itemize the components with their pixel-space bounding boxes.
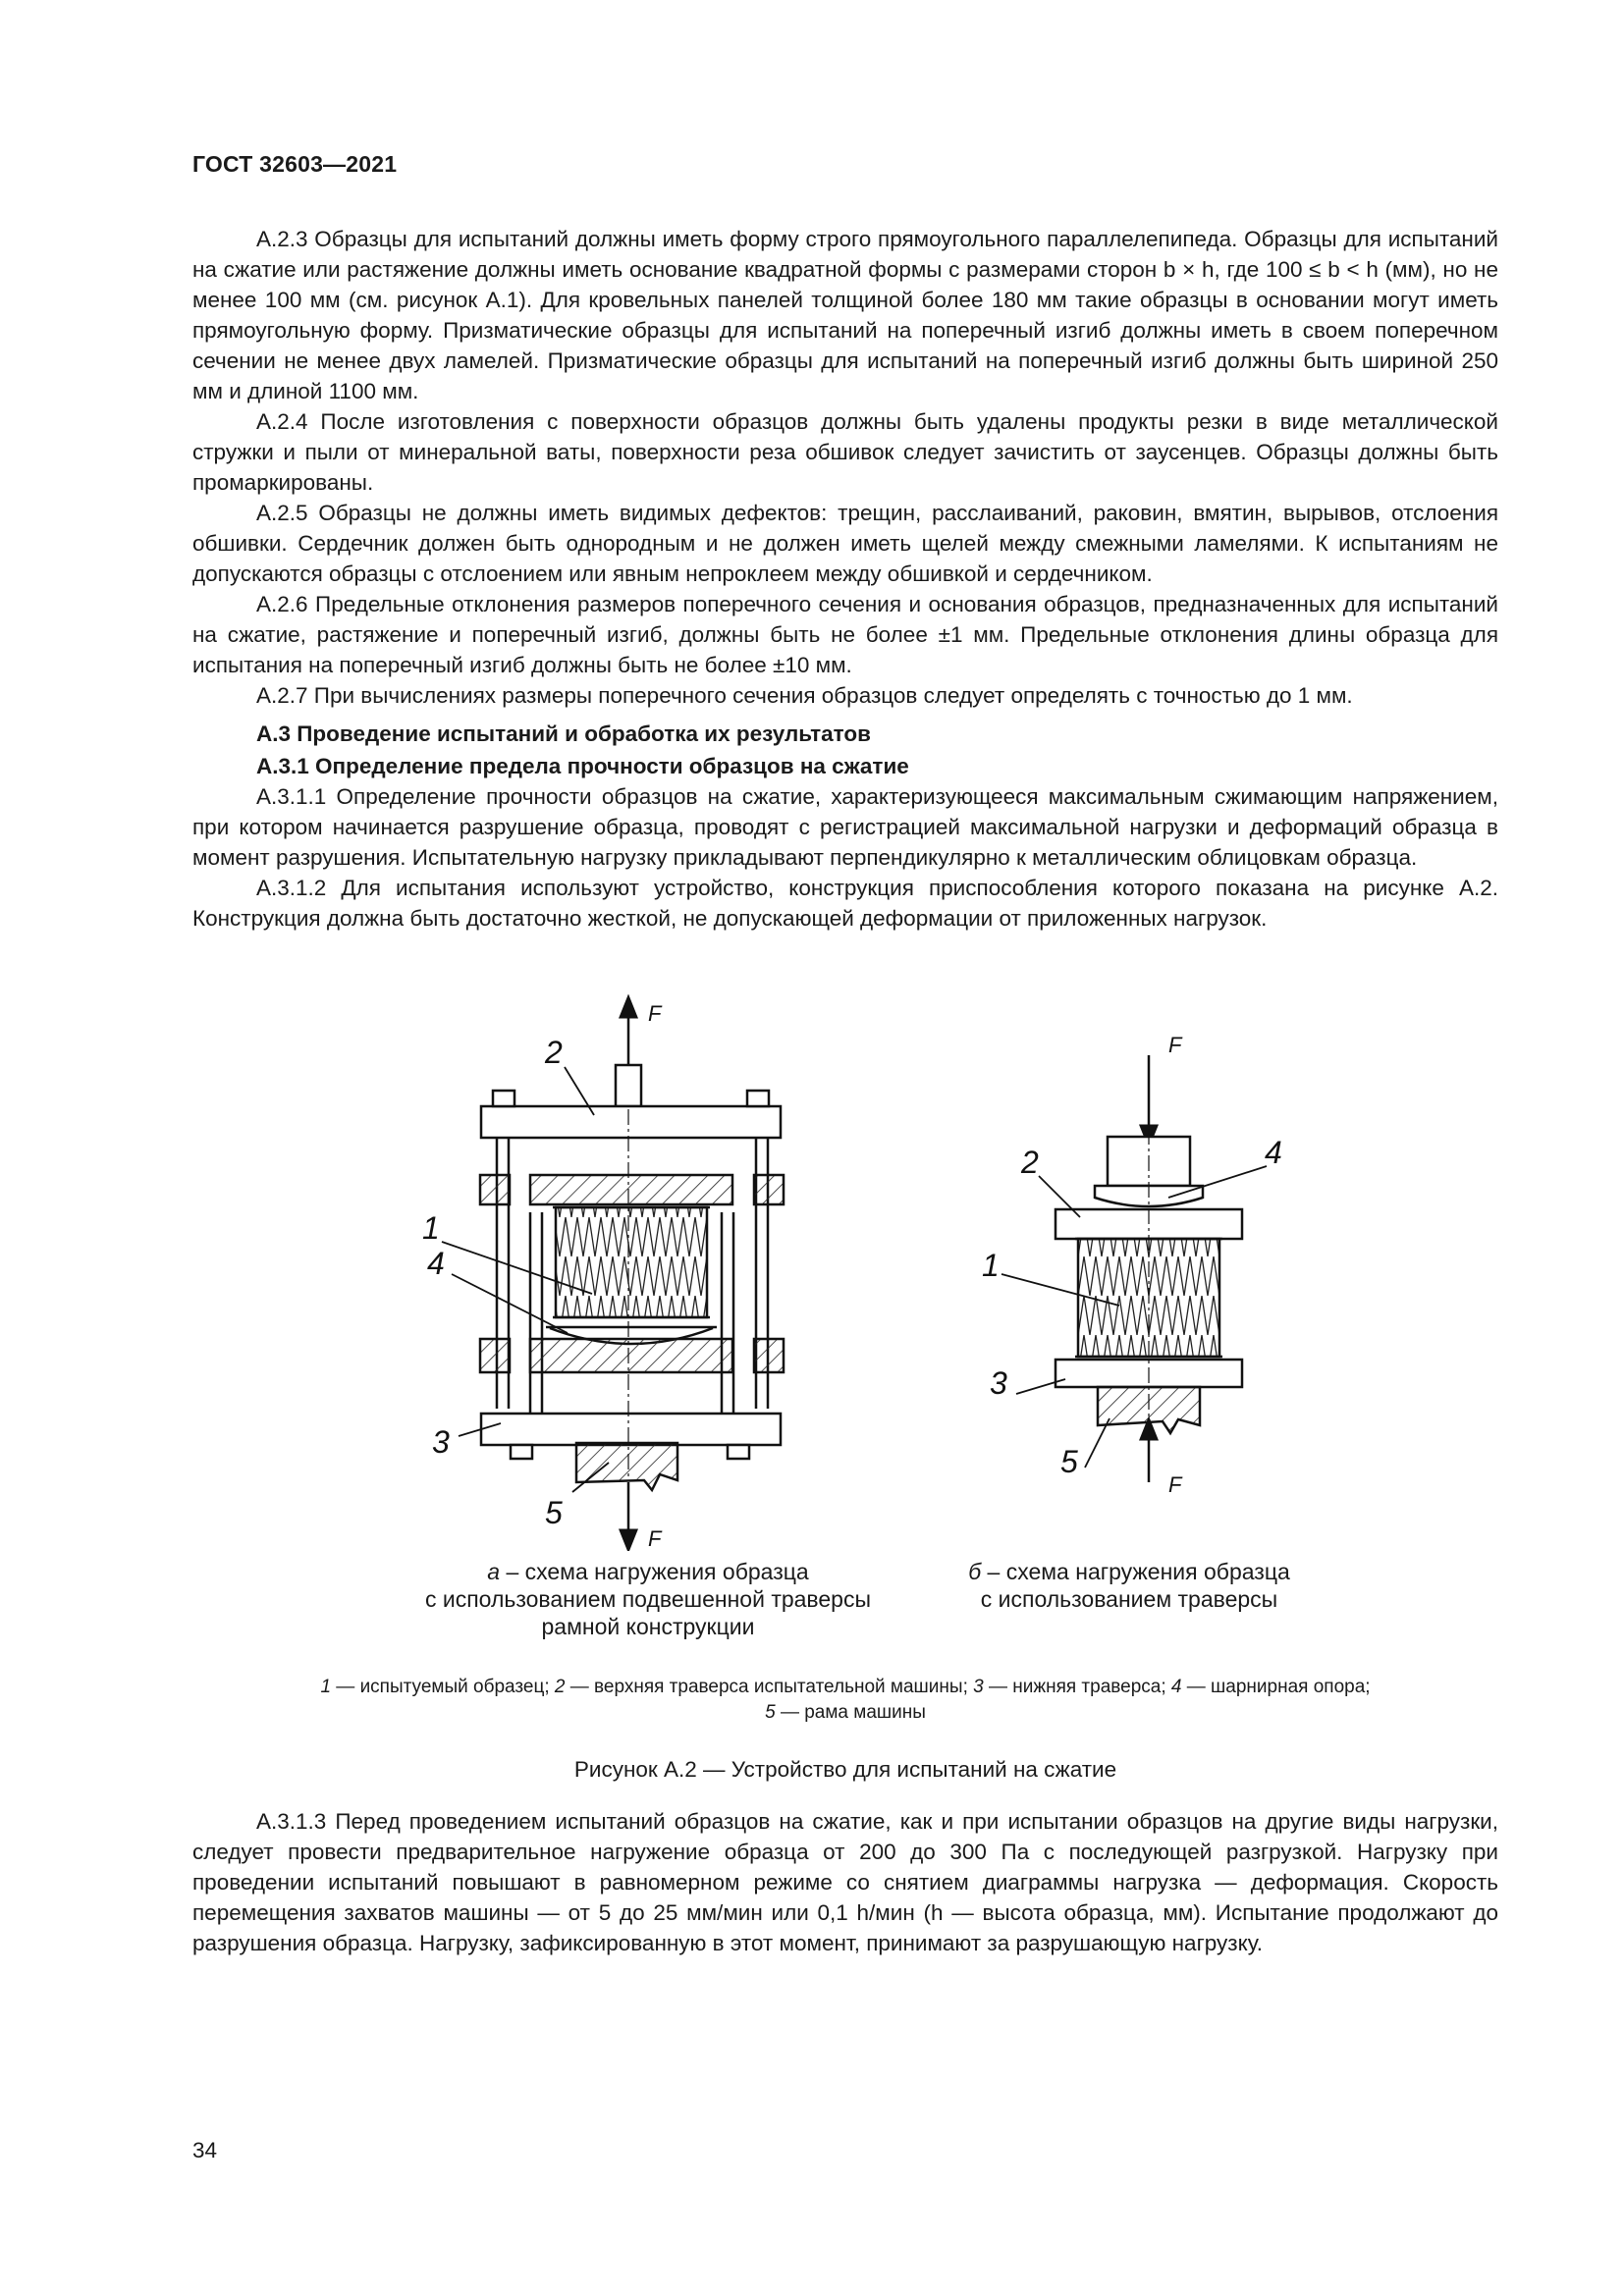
legend-num-4: 4 (1170, 1677, 1182, 1697)
label-b-4: 4 (1265, 1135, 1282, 1170)
caption-a-letter: а (487, 1559, 501, 1584)
label-a-4: 4 (427, 1246, 445, 1281)
caption-b-line2: с использованием траверсы (980, 1586, 1278, 1612)
label-b-1: 1 (982, 1248, 1000, 1283)
label-a-3: 3 (432, 1424, 450, 1460)
page-number: 34 (192, 2138, 218, 2163)
force-label-b-bottom: F (1168, 1472, 1182, 1497)
legend-text-3: — нижняя траверса; (983, 1677, 1171, 1697)
label-b-3: 3 (990, 1365, 1007, 1401)
paragraph-a-2-6: А.2.6 Предельные отклонения размеров поперечного сечения и основания образцов, предназначенных для испытаний на сжатие, растяжение и поперечный изгиб, должны быть не более ±1 мм. Предельные отклонения длины образца для испытания на поперечный изгиб должны быть не более ±10 мм. (192, 592, 1498, 677)
legend-text-5: — рама машины (775, 1702, 926, 1723)
caption-b-letter: б (968, 1559, 982, 1584)
force-label-b-top: F (1168, 1033, 1182, 1057)
paragraph-a-2-3: А.2.3 Образцы для испытаний должны иметь форму строго прямоугольного параллелепипеда. Образцы для испытаний на сжатие или растяжение должны иметь основание квадратной формы с размерами сторон b × h, где 100 ≤ b < h (мм), но не менее 100 мм (см. рисунок А.1). Для кровельных панелей толщиной более 180 мм такие образцы в основании могут иметь прямоугольную форму. Призматические образцы для испытаний на поперечный изгиб должны иметь в своем поперечном сечении не менее двух ламелей. Призматические образцы для испытаний на поперечный изгиб должны быть шириной 250 мм и длиной 1100 мм. (192, 227, 1498, 403)
paragraph-a-3-1-3: А.3.1.3 Перед проведением испытаний образцов на сжатие, как и при испытании образцов на другие виды нагрузки, следует провести предварительное нагружение образца от 200 до 300 Па с последующей разгрузкой. Нагрузку при проведении испытаний повышают в равномерном режиме со снятием диаграммы нагрузка — деформация. Скорость перемещения захватов машины — от 5 до 25 мм/мин или 0,1 h/мин (h — высота образца, мм). Испытание продолжают до разрушения образца. Нагрузку, зафиксированную в этот момент, принимают за разрушающую нагрузку. (192, 1809, 1498, 1955)
legend-num-3: 3 (973, 1677, 984, 1697)
paragraph-a-3-1-1: А.3.1.1 Определение прочности образцов на сжатие, характеризующееся максимальным сжимающим напряжением, при котором начинается разрушение образца, проводят с регистрацией максимальной нагрузки и деформаций образца в момент разрушения. Испытательную нагрузку прикладывают перпендикулярно к металлическим облицовкам образца. (192, 784, 1498, 870)
body-text-bottom (192, 1806, 1498, 1958)
diagram-b (1001, 1055, 1267, 1482)
specimen-a (556, 1207, 707, 1317)
caption-b-line1: – схема нагружения образца (981, 1559, 1290, 1584)
compression-test-figure (393, 991, 1335, 1551)
legend-num-5: 5 (765, 1702, 776, 1723)
upper-crosshead-a (481, 1106, 781, 1138)
caption-a-line1: – схема нагружения образца (500, 1559, 809, 1584)
caption-a-line3: рамной конструкции (541, 1614, 755, 1639)
label-a-5: 5 (545, 1495, 563, 1530)
lower-crosshead-a (481, 1414, 781, 1445)
label-a-2: 2 (545, 1035, 563, 1070)
document-header: ГОСТ 32603—2021 (192, 151, 398, 177)
paragraph-a-3-1-2: А.3.1.2 Для испытания используют устройство, конструкция приспособления которого показана на рисунке А.2. Конструкция должна быть достаточно жесткой, не допускающей деформации от приложенных нагрузок. (192, 876, 1498, 931)
paragraph-a-2-7: А.2.7 При вычислениях размеры поперечного сечения образцов следует определять с точностью до 1 мм. (256, 683, 1353, 708)
diagram-a (442, 1006, 784, 1541)
legend-text-4: — шарнирная опора; (1181, 1677, 1371, 1697)
force-label-a-bottom: F (648, 1526, 662, 1551)
paragraph-a-2-4: А.2.4 После изготовления с поверхности образцов должны быть удалены продукты резки в виде металлической стружки и пыли от минеральной ваты, поверхности реза обшивок следует зачистить от заусенцев. Образцы должны быть промаркированы. (192, 409, 1498, 495)
legend-text-2: — верхняя траверса испытательной машины; (565, 1677, 974, 1697)
figure-legend (192, 1675, 1498, 1726)
machine-frame-a (576, 1443, 677, 1490)
legend-num-2: 2 (554, 1677, 566, 1697)
label-b-5: 5 (1060, 1444, 1078, 1479)
legend-text-1: — испытуемый образец; (331, 1677, 555, 1697)
legend-num-1: 1 (320, 1677, 332, 1697)
caption-a-line2: с использованием подвешенной траверсы (424, 1586, 872, 1612)
caption-a (393, 1558, 903, 1640)
label-a-1: 1 (422, 1210, 440, 1246)
subsection-heading-a31: А.3.1 Определение предела прочности образцов на сжатие (256, 754, 909, 778)
caption-b (913, 1558, 1345, 1613)
figure-title: Рисунок А.2 — Устройство для испытаний на сжатие (573, 1757, 1117, 1782)
section-heading-a3: А.3 Проведение испытаний и обработка их результатов (256, 721, 871, 746)
label-b-2: 2 (1021, 1145, 1039, 1180)
body-text-top (192, 224, 1498, 934)
force-label-a-top: F (648, 1001, 662, 1026)
paragraph-a-2-5: А.2.5 Образцы не должны иметь видимых дефектов: трещин, расслаиваний, раковин, вмятин, вырывов, отслоения обшивки. Сердечник должен быть однородным и не должен иметь щелей между смежными ламелями. К испытаниям не допускаются образцы с отслоением или явным непроклеем между обшивкой и сердечником. (192, 501, 1498, 586)
